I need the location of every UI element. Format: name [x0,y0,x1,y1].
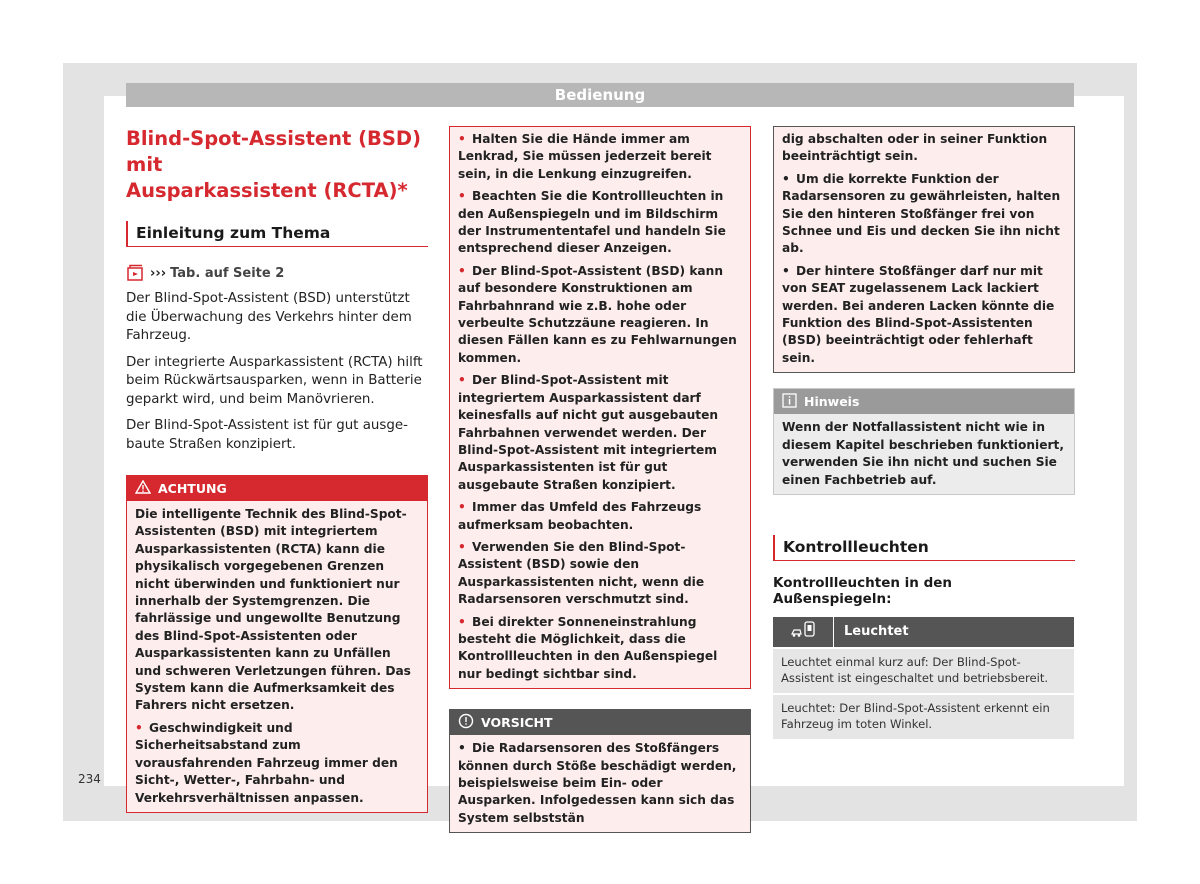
warning-bullet-text: Halten Sie die Hände immer am Lenkrad, Sie müssen jederzeit bereit sein, in die Lenkung einzugreifen. [458,132,712,181]
column-right [773,126,1075,739]
warning-bullet [458,614,742,684]
bullet-dot: • [458,132,466,146]
bullet-dot: • [782,171,790,186]
bullet-dot: • [458,539,466,554]
warning-text: Die intelligente Technik des Blind-Spot-Assistenten (BSD) mit integriertem Ausparkassistenten (RCTA) kann die physikalisch vorgegebenen Grenzen nicht überwinden und funktioniert nur innerhalb der Systemgrenzen. Die fahrlässige und ungewollte Benutzung des Blind-Spot-Assistenten oder Ausparkassistenten kann zu Unfällen und schweren Verletzungen führen. Das System kann die Aufmerksamkeit des Fahrers nicht ersetzen. [135,507,411,713]
warning-bullet [458,499,742,534]
note-box-header [774,389,1074,414]
table-reference-link[interactable] [126,264,428,282]
warning-bullet-text: Der Blind-Spot-Assistent mit integriertem Ausparkassistent darf keinesfalls auf nicht gut ausgebauten Fahrbahnen verwendet werden. Der Blind-Spot-Assistent mit integriertem Ausparkassistenten ist für gut ausgebaute Straßen konzipiert. [458,373,719,492]
caution-box-continued-body [774,127,1074,372]
caution-bullet-text: Die Radarsensoren des Stoßfängers können durch Stöße beschädigt werden, beispielsweise beim Ein- oder Ausparken. Infolgedessen kann sich das System selbststän [458,741,737,825]
chapter-header: Bedienung [126,83,1074,107]
warning-bullet [458,539,742,609]
warning-bullet [458,131,742,183]
exclamation-circle-icon [458,713,474,732]
indicator-table-icon-cell [773,617,834,647]
caution-bullet [782,171,1066,258]
warning-box-label: ACHTUNG [158,481,227,496]
bullet-dot: • [135,720,143,735]
table-reference-label: Tab. auf Seite 2 [170,265,285,281]
caution-bullet-text: Der hintere Stoßfänger darf nur mit von SEAT zugelassenem Lack lackiert werden. Bei anderen Lacken könnte die Funktion des Blind-Spot-Assistenten (BSD) beeinträchtigt oder fehlerhaft sein. [782,263,1055,365]
warning-box-body [127,501,427,812]
warning-bullet [458,188,742,258]
warning-bullet-text: Immer das Umfeld des Fahrzeugs aufmerksam beobachten. [458,500,702,532]
intro-paragraph: Der Blind-Spot-Assistent (BSD) unterstützt die Überwachung des Verkehrs hinter dem Fahrzeug. [126,291,412,343]
caution-bullet [782,263,1066,367]
caution-continued-text: dig abschalten oder in seiner Funktion beeinträchtigt sein. [782,132,1048,164]
bullet-dot: • [458,373,466,388]
bullet-dot: • [782,263,790,278]
caution-box-continued [773,126,1075,373]
main-title-line2: Ausparkassistent (RCTA)* [126,179,408,202]
bullet-dot: • [458,500,466,515]
bullet-dot: • [458,263,466,278]
warning-box-continued [449,126,751,689]
warning-box-continued-body [450,127,750,688]
subheading-mirror-lights: Kontrollleuchten in den Außenspiegeln: [773,574,953,607]
indicator-table-header-label: Leuchtet [844,624,909,640]
caution-box-body [450,735,750,832]
warning-bullet-text: Beachten Sie die Kontrollleuchten in den Außenspiegeln und im Bildschirm der Instrumententafel und handeln Sie entsprechend dieser Anzeigen. [458,189,726,256]
caution-box-label: VORSICHT [481,715,553,731]
section-title-einleitung: Einleitung zum Thema [126,221,428,247]
page-number: 234 [78,772,101,786]
warning-bullet-text: Verwenden Sie den Blind-Spot-Assistent (BSD) sowie den Ausparkassistenten nicht, wenn die Radarsensoren verschmutzt sind. [458,539,705,607]
bullet-dot: • [458,189,466,204]
warning-bullet-text: Der Blind-Spot-Assistent (BSD) kann auf besondere Konstruktionen am Fahrbahnrand wie z.B. hohe oder verbeulte Schutzzäune reagieren. In diesen Fällen kann es zu Fehlwarnungen kommen. [458,263,737,365]
caution-bullet-text: Um die korrekte Funktion der Radarsensoren zu gewährleisten, halten Sie den hinteren Stoßfänger frei von Schnee und Eis und decken Sie ihn nicht ab. [782,171,1061,256]
caution-box-vorsicht [449,709,751,833]
indicator-table-row: Leuchtet: Der Blind-Spot-Assistent erkennt ein Fahrzeug im toten Winkel. [773,695,1074,739]
info-icon [782,393,797,411]
note-text: Wenn der Notfallassistent nicht wie in diesem Kapitel beschrieben funktioniert, verwenden Sie ihn nicht und suchen Sie einen Fachbetrieb auf. [782,420,1064,487]
warning-bullet-text: Bei direkter Sonneneinstrahlung besteht die Möglichkeit, dass die Kontrollleuchten in den Außenspiegel nur bedingt sichtbar sind. [458,614,718,681]
warning-bullet [458,372,742,494]
caution-bullet [458,740,742,827]
warning-box-achtung [126,475,428,813]
intro-paragraph: Der Blind-Spot-Assistent ist für gut ausgebaute Straßen konzipiert. [126,418,408,452]
main-title [126,126,428,204]
indicator-table [773,617,1074,739]
note-box-hinweis [773,388,1075,495]
warning-bullet [135,720,419,807]
indicator-table-header [773,617,1074,647]
warning-bullet [458,263,742,367]
double-chevron-icon: ››› [150,265,167,281]
note-box-label: Hinweis [804,394,860,410]
caution-box-header [450,710,750,735]
section-title-kontrollleuchten: Kontrollleuchten [773,535,1075,561]
indicator-table-row: Leuchtet einmal kurz auf: Der Blind-Spot-Assistent ist eingeschaltet und betriebsbereit. [773,649,1074,693]
mirror-warning-light-icon [789,620,817,644]
bullet-dot: • [458,614,466,629]
main-title-line1: Blind-Spot-Assistent (BSD) mit [126,127,422,176]
note-box-body [774,414,1074,494]
intro-paragraph: Der integrierte Ausparkassistent (RCTA) hilft beim Rückwärtsausparken, wenn in Batterie geparkt wird, und beim Manövrieren. [126,354,423,407]
book-icon [126,264,146,282]
column-middle [449,126,751,833]
warning-bullet-text: Geschwindigkeit und Sicherheitsabstand zum vorausfahrenden Fahrzeug immer den Sicht-, Wetter-, Fahrbahn- und Verkehrsverhältnissen anpassen. [135,720,398,805]
warning-triangle-icon [135,480,151,497]
warning-box-header [127,476,427,501]
bullet-dot: • [458,741,466,756]
column-left [126,126,428,813]
